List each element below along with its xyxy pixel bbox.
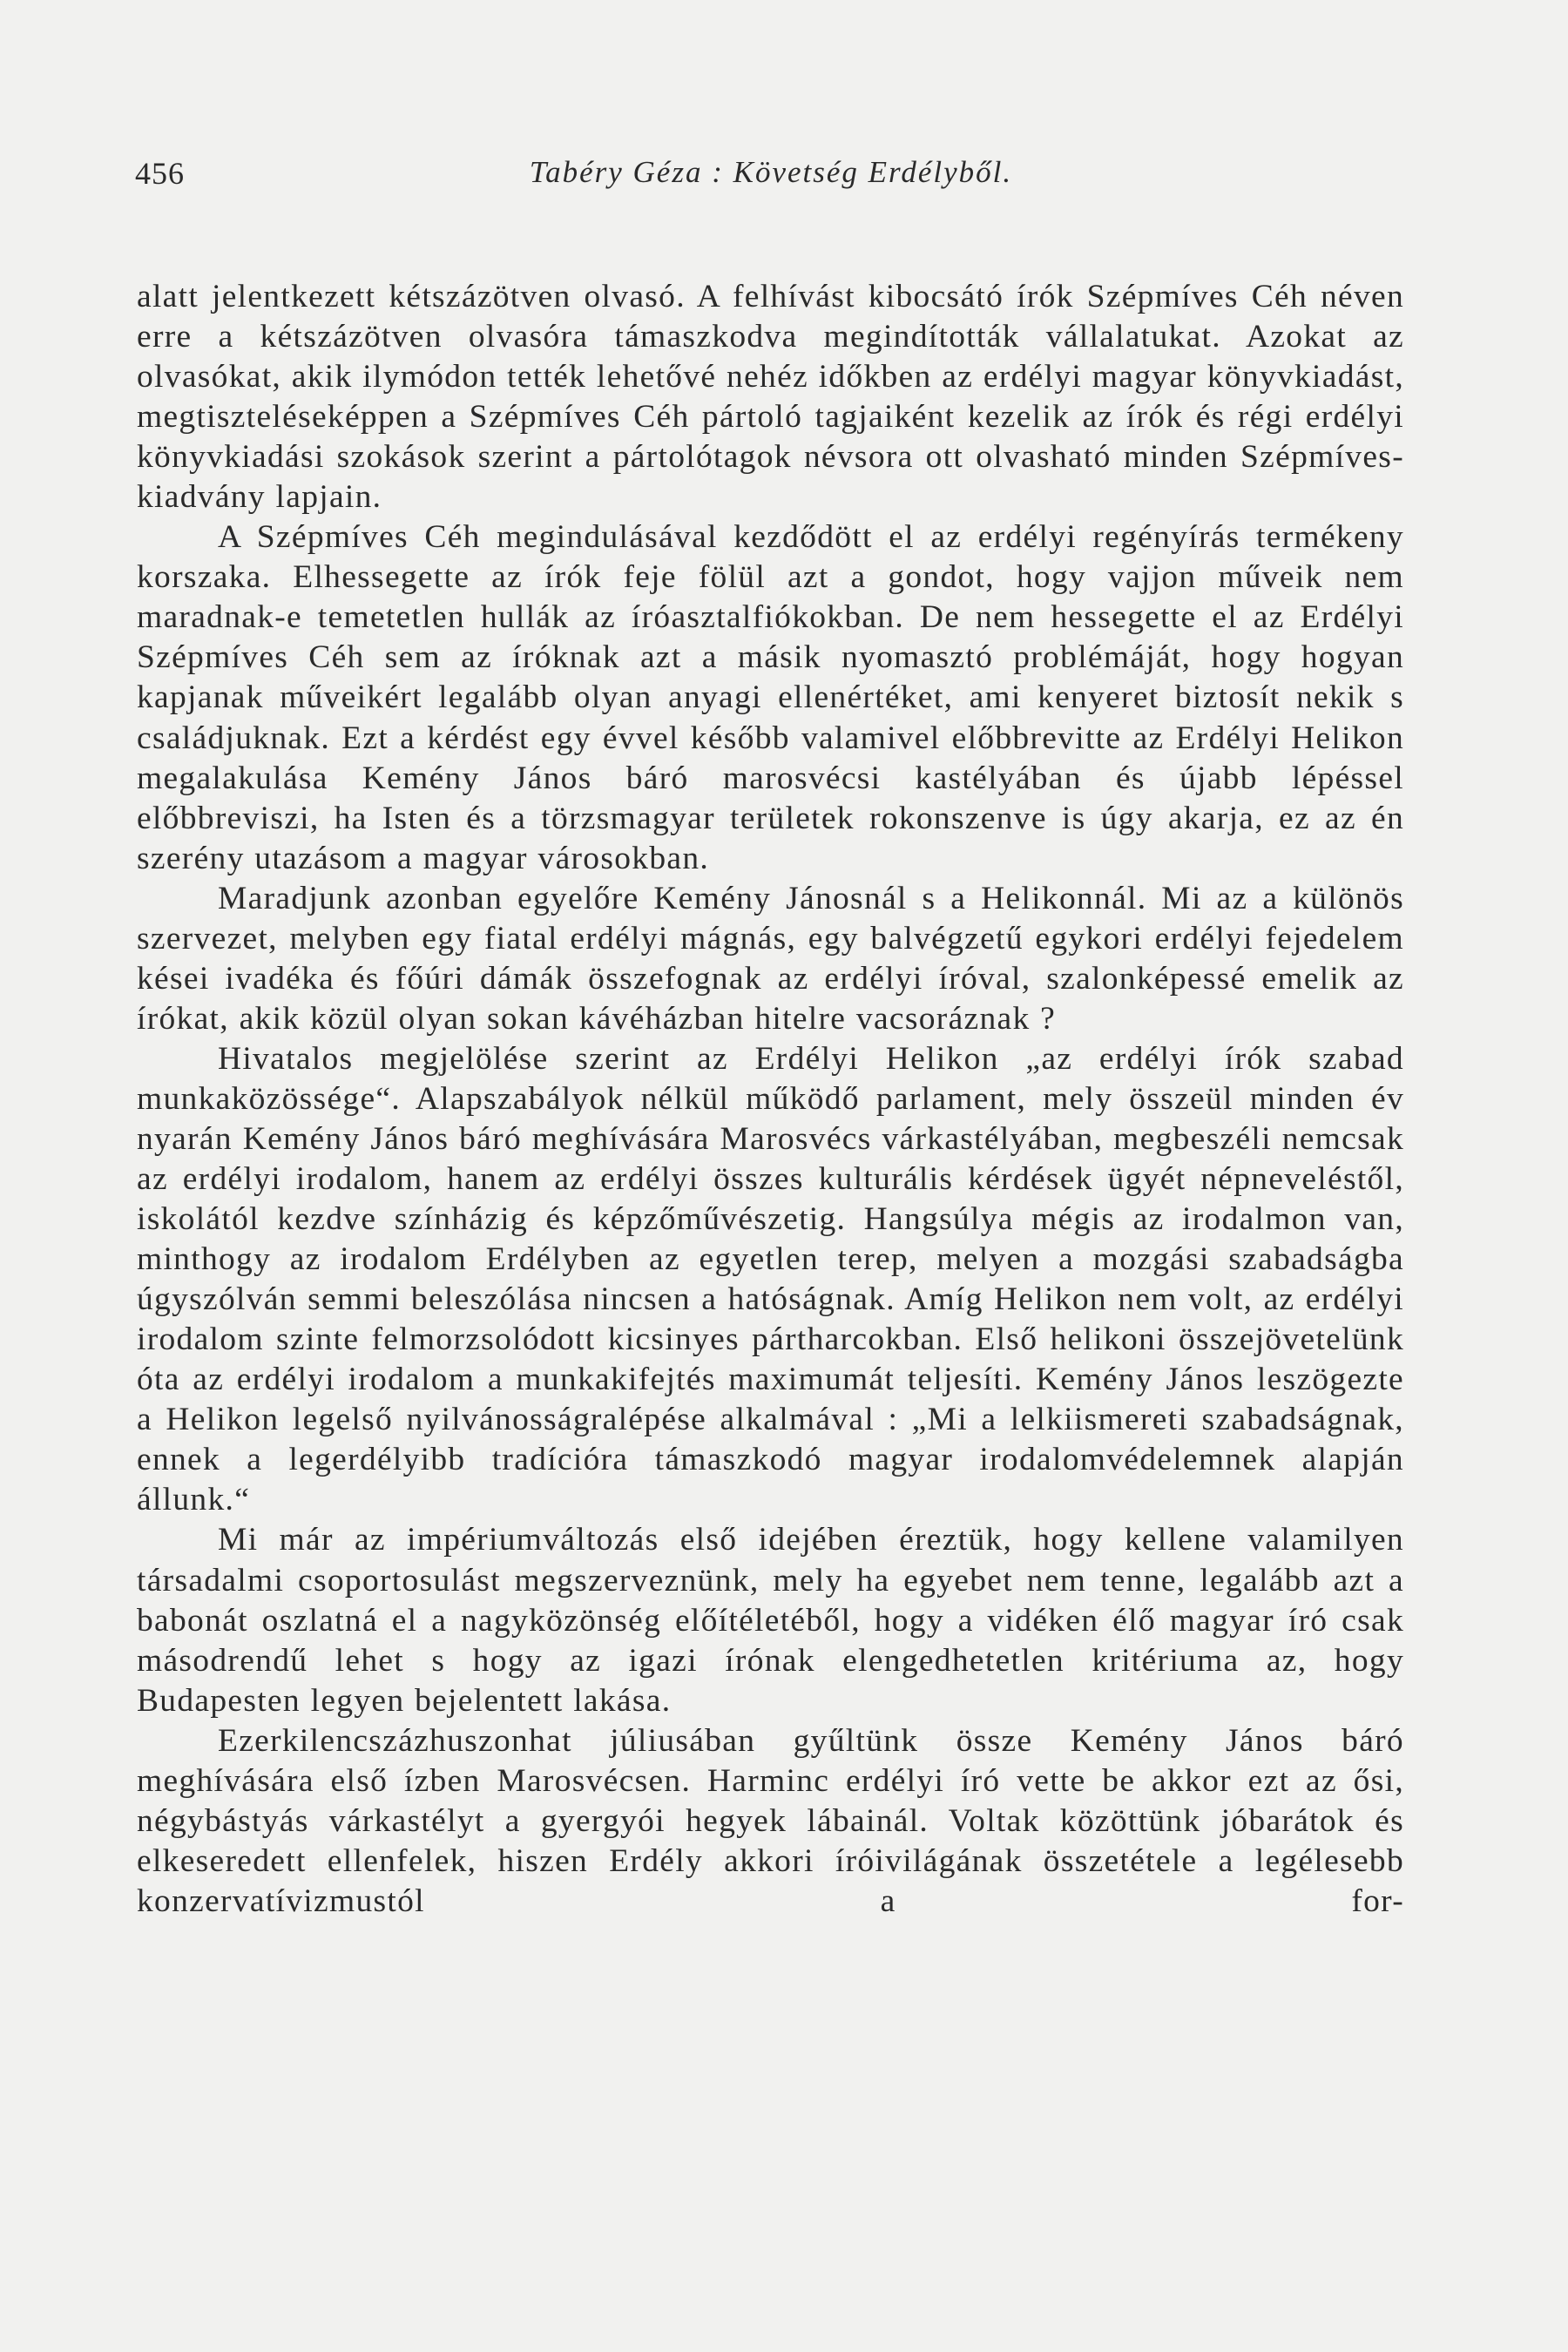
paragraph: Maradjunk azonban egyelőre Kemény Jánosnál s a Helikonnál. Mi az a különös szervezet, melyben egy fiatal erdélyi mágnás, egy balvégzetű egykori erdélyi fejedelem kései ivadéka és főúri dámák összefognak az erdélyi íróval, szalonképessé emelik az írókat, akik közül olyan sokan kávéházban hitelre vacsoráznak ?	[137, 880, 1404, 1037]
body-text	[137, 277, 1404, 1922]
paragraph: Ezerkilencszázhuszonhat júliusában gyűltünk össze Kemény János báró meghívására első ízben Marosvécsen. Harminc erdélyi író vette be akkor ezt az ősi, négybástyás várkastélyt a gyergyói hegyek lábainál. Voltak közöttünk jóbarátok és elkeseredett ellenfelek, hiszen Erdély akkori íróivilágának összetétele a legélesebb konzervatívizmustól a for-	[137, 1722, 1404, 1919]
page-number: 456	[135, 156, 185, 191]
paragraph: Mi már az impériumváltozás első idejében éreztük, hogy kellene valamilyen társadalmi csoportosulást megszerveznünk, mely ha egyebet nem tenne, legalább azt a babonát oszlatná el a nagyközönség előítéletéből, hogy a vidéken élő magyar író csak másodrendű lehet s hogy az igazi írónak elengedhetetlen kritériuma az, hogy Budapesten legyen bejelentett lakása.	[137, 1522, 1404, 1719]
paragraph: Hivatalos megjelölése szerint az Erdélyi Helikon „az erdélyi írók szabad munkaközössége“. Alapszabályok nélkül működő parlament, mely összeül minden év nyarán Kemény János báró meghívására Marosvécs várkastélyában, megbeszéli nemcsak az erdélyi irodalom, hanem az erdélyi összes kulturális kérdések ügyét népneveléstől, iskolától kezdve színházig és képzőművészetig. Hangsúlya mégis az irodalmon van, minthogy az irodalom Erdélyben az egyetlen terep, melyen a mozgási szabadságba úgyszólván semmi beleszólása nincsen a hatóságnak. Amíg Helikon nem volt, az erdélyi irodalom szinte felmorzsolódott kicsinyes pártharcokban. Első helikoni összejövetelünk óta az erdélyi irodalom a munkakifejtés maximumát teljesíti. Kemény János leszögezte a Helikon legelső nyilvánosságralépése alkalmával : „Mi a lelkiismereti szabadságnak, ennek a legerdélyibb tradícióra támaszkodó magyar irodalomvédelemnek alapján állunk.“	[137, 1040, 1404, 1518]
page-header	[135, 155, 1407, 199]
running-head: Tabéry Géza : Követség Erdélyből.	[529, 155, 1013, 189]
paragraph: A Szépmíves Céh megindulásával kezdődött el az erdélyi regényírás termékeny korszaka. Elhessegette az írók feje fölül azt a gondot, hogy vajjon műveik nem maradnak-e temetetlen hullák az íróasztalfiókokban. De nem hessegette el az Erdélyi Szépmíves Céh sem az íróknak azt a másik nyomasztó problémáját, hogy hogyan kapjanak műveikért legalább olyan anyagi ellenértéket, ami kenyeret biztosít nekik s családjuknak. Ezt a kérdést egy évvel később valamivel előbbrevitte az Erdélyi Helikon megalakulása Kemény János báró marosvécsi kastélyában és újabb lépéssel előbbreviszi, ha Isten és a törzsmagyar területek rokonszenve is úgy akarja, ez az én szerény utazásom a magyar városokban.	[137, 519, 1404, 876]
paragraph: alatt jelentkezett kétszázötven olvasó. A felhívást kibocsátó írók Szépmíves Céh néven erre a kétszázötven olvasóra támaszkodva megindították vállalatukat. Azokat az olvasókat, akik ilymódon tették lehetővé nehéz időkben az erdélyi magyar könyvkiadást, megtiszteléseképpen a Szépmíves Céh pártoló tagjaiként kezelik az írók és régi erdélyi könyvkiadási szokások szerint a pártolótagok névsora ott olvasható minden Szépmíves-kiadvány lapjain.	[137, 279, 1404, 516]
